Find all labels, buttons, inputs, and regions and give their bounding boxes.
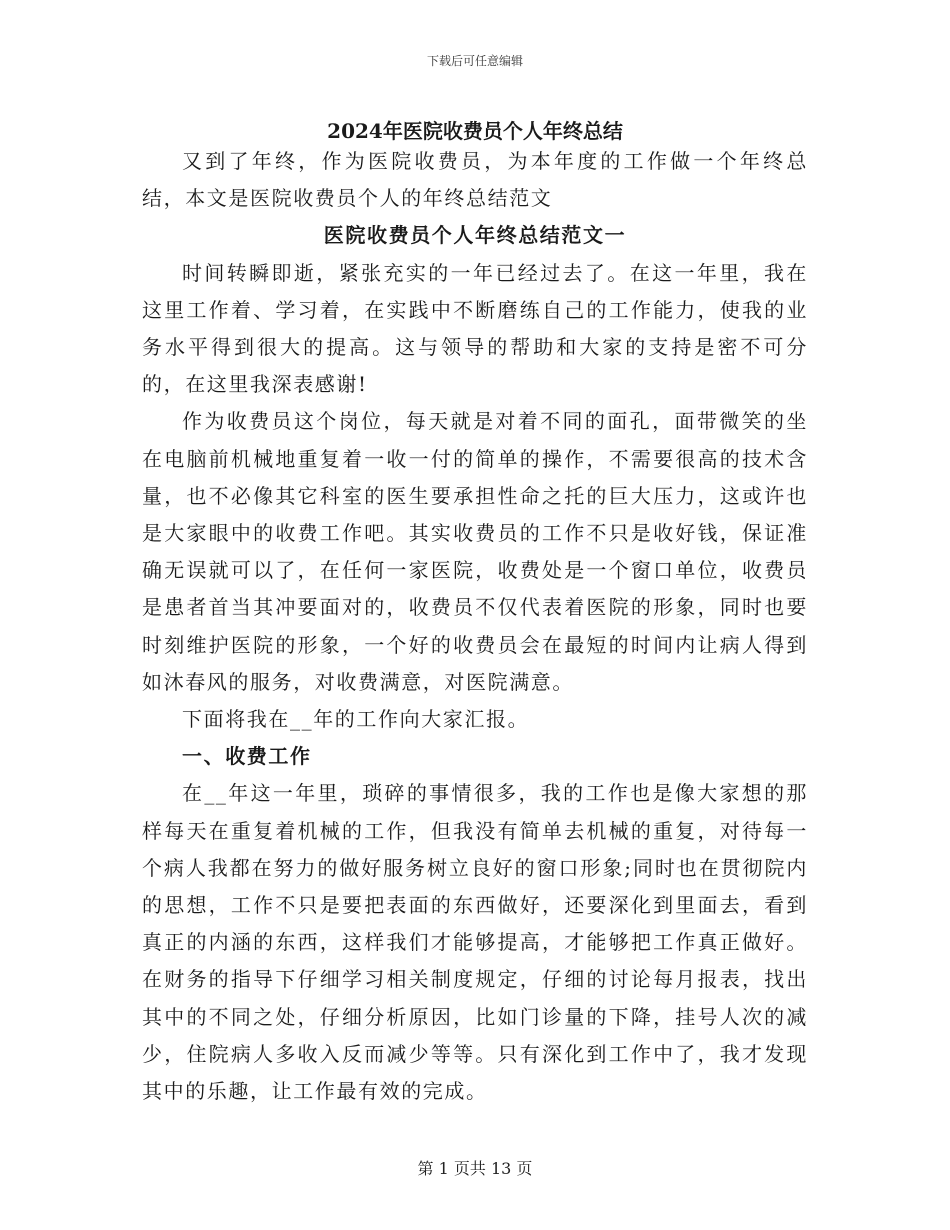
page-footer: 第 1 页共 13 页 — [417, 1159, 533, 1178]
section-heading-1: 一、收费工作 — [182, 744, 312, 769]
body-paragraph-2: 作为收费员这个岗位，每天就是对着不同的面孔，面带微笑的坐在电脑前机械地重复着一收一付的简单的操作，不需要很高的技术含量，也不必像其它科室的医生要承担性命之托的巨大压力，这或许也是大家眼中的收费工作吧。其实收费员的工作不只是收好钱，保证准确无误就可以了，在任何一家医院，收费处是一个窗口单位，收费员是患者首当其冲要面对的，收费员不仅代表着医院的形象，同时也要时刻维护医院的形象，一个好的收费员会在最短的时间内让病人得到如沐春风的服务，对收费满意，对医院满意。 — [142, 409, 808, 694]
sub-title: 医院收费员个人年终总结范文一 — [323, 223, 627, 248]
intro-paragraph: 又到了年终，作为医院收费员，为本年度的工作做一个年终总结，本文是医院收费员个人的年终总结范文 — [142, 149, 808, 211]
document-title: 2024年医院收费员个人年终总结 — [327, 119, 623, 143]
section-1-paragraph: 在__年这一年里，琐碎的事情很多，我的工作也是像大家想的那样每天在重复着机械的工作，但我没有简单去机械的重复，对待每一个病人我都在努力的做好服务树立良好的窗口形象;同时也在贯彻院内的思想，工作不只是要把表面的东西做好，还要深化到里面去，看到真正的内涵的东西，这样我们才能够提高，才能够把工作真正做好。在财务的指导下仔细学习相关制度规定，仔细的讨论每月报表，找出其中的不同之处，仔细分析原因，比如门诊量的下降，挂号人次的减少，住院病人多收入反而减少等等。只有深化到工作中了，我才发现其中的乐趣，让工作最有效的完成。 — [142, 781, 808, 1104]
body-paragraph-3: 下面将我在__年的工作向大家汇报。 — [182, 707, 530, 732]
body-paragraph-1: 时间转瞬即逝，紧张充实的一年已经过去了。在这一年里，我在这里工作着、学习着，在实践中不断磨练自己的工作能力，使我的业务水平得到很大的提高。这与领导的帮助和大家的支持是密不可分的，在这里我深表感谢! — [142, 260, 808, 397]
page-header: 下载后可任意编辑 — [426, 54, 523, 68]
document-body — [142, 143, 808, 1110]
